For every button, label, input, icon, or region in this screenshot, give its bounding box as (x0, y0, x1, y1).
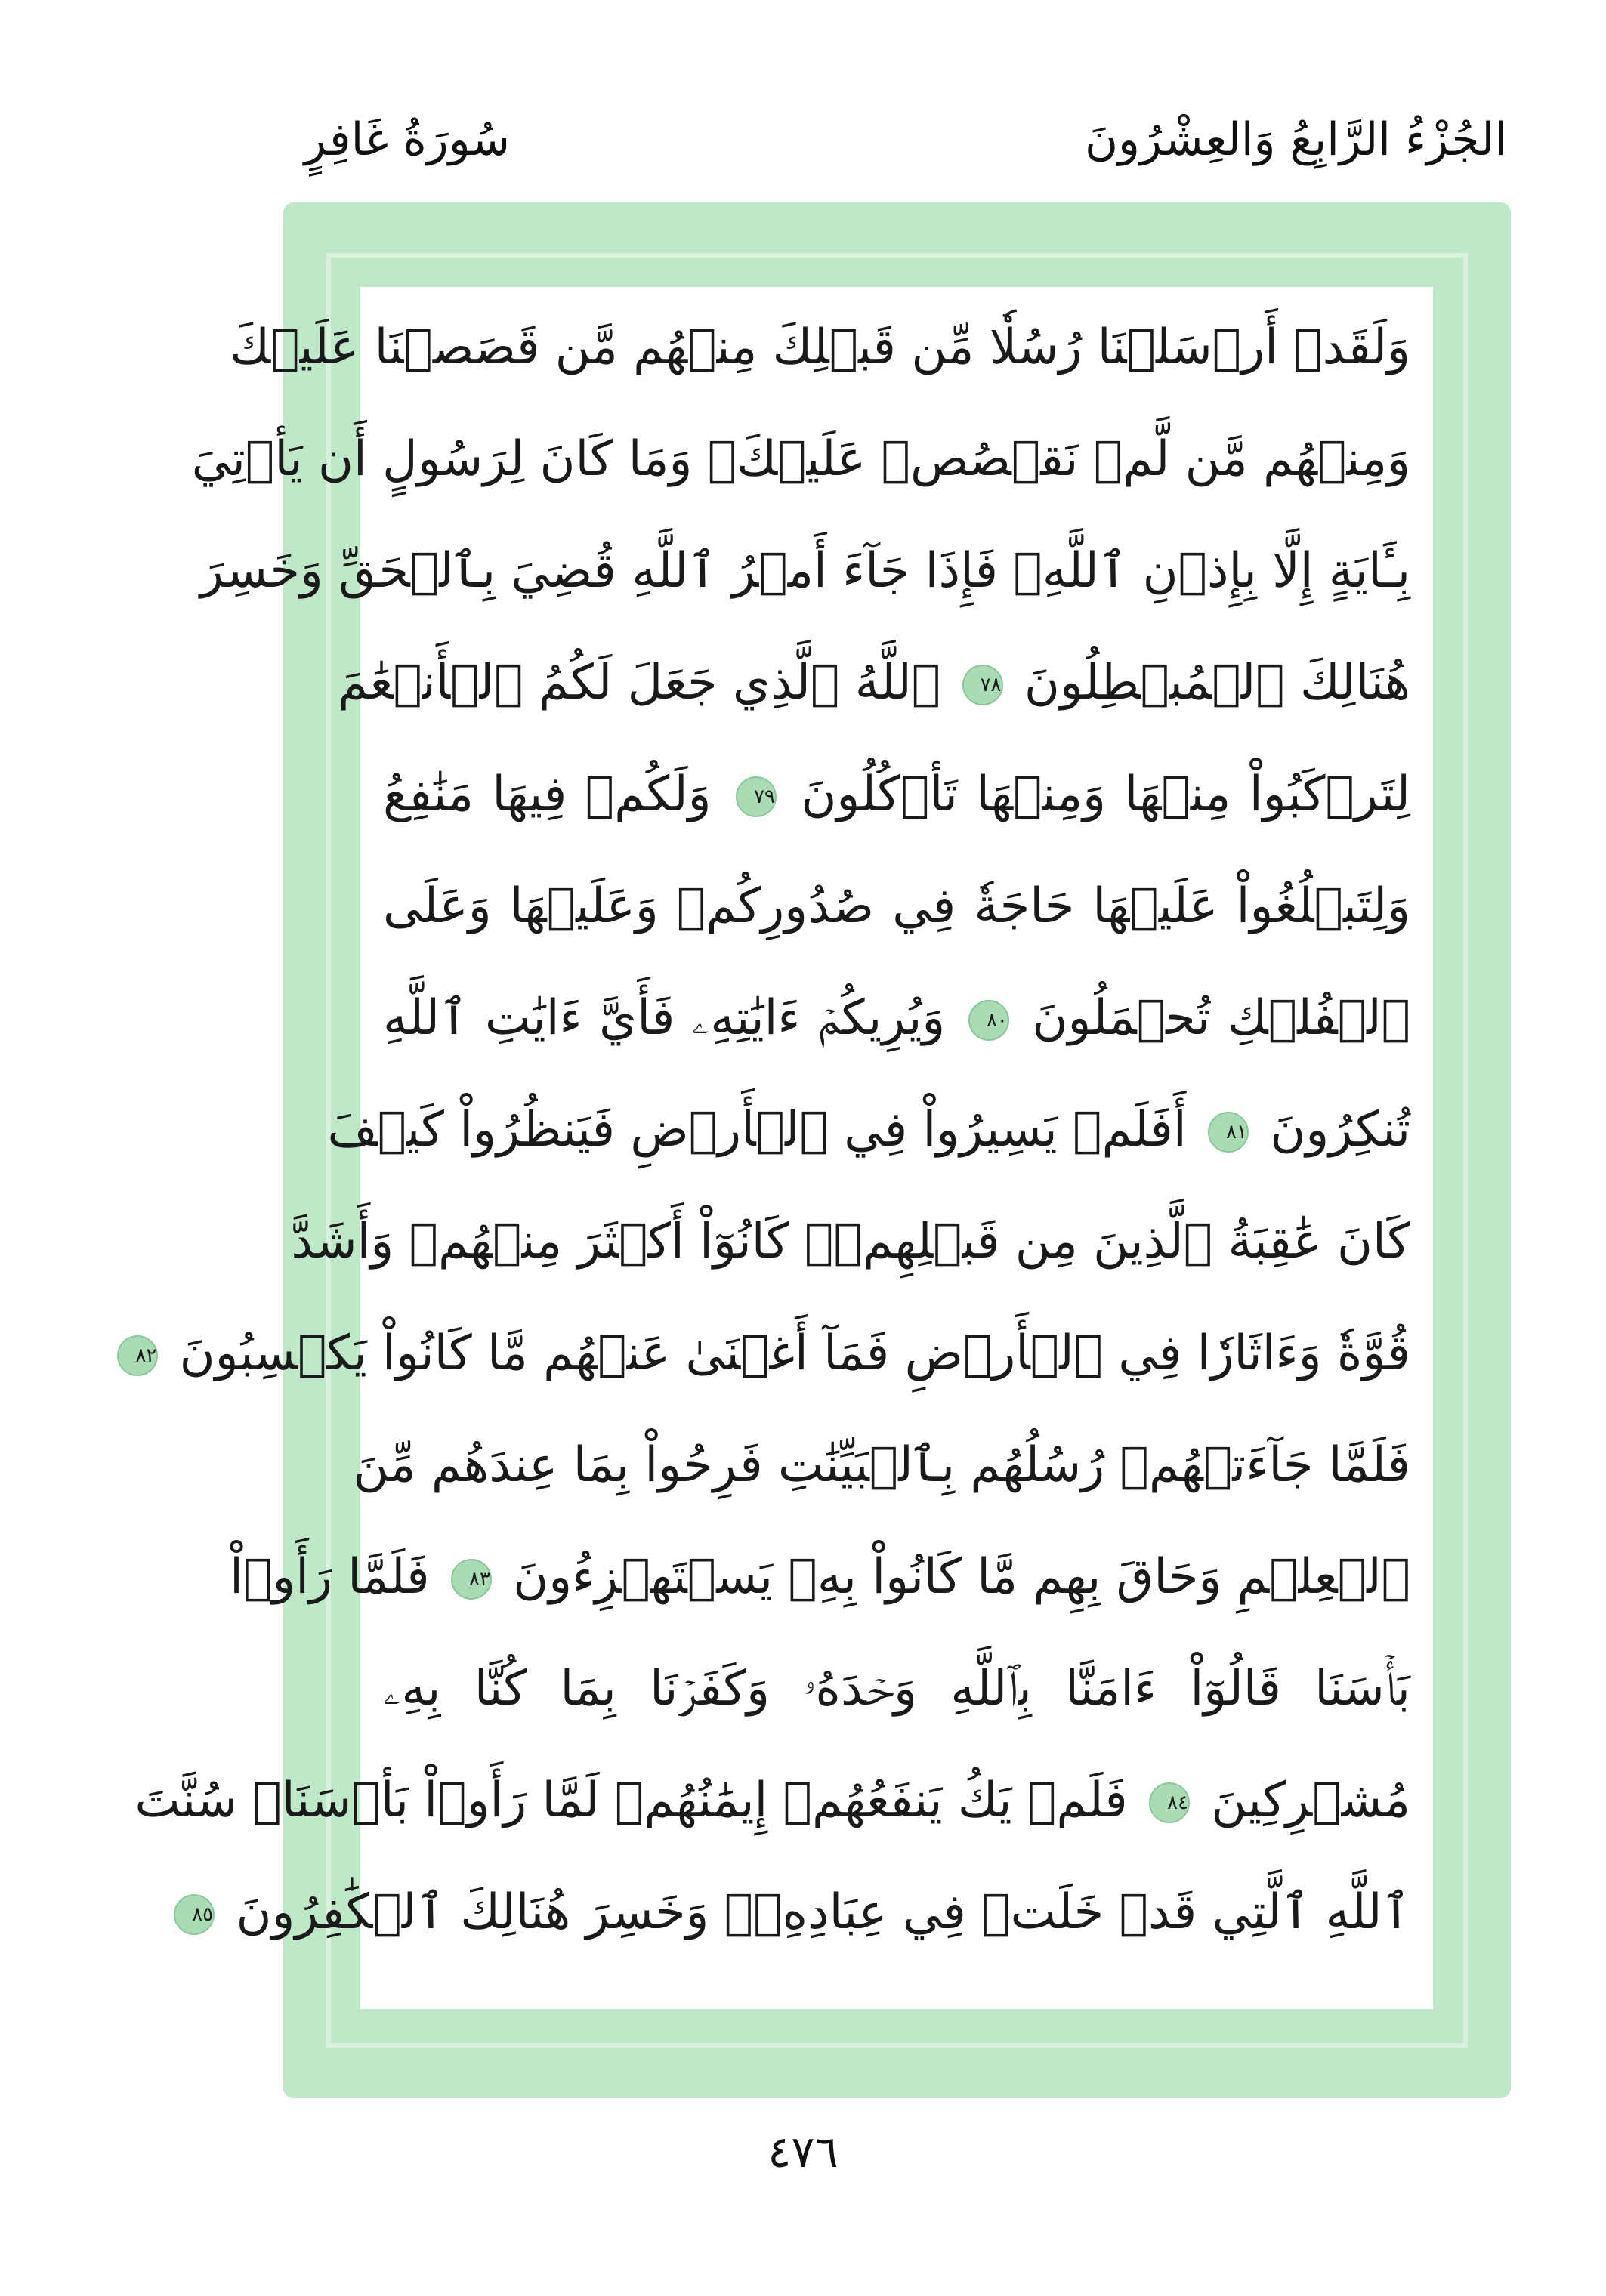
verse-text: وَمِنۡهُم مَّن لَّمۡ نَقۡصُصۡ عَلَيۡكَۗ وَمَا كَانَ لِرَسُولٍ أَن يَأۡتِيَ (191, 431, 1410, 487)
verse-text: قُوَّةٗ وَءَاثَارٗا فِي ٱلۡأَرۡضِ فَمَآ أَغۡنَىٰ عَنۡهُم مَّا كَانُواْ يَكۡسِبُونَ (179, 1325, 1410, 1381)
page-frame (134, 202, 1511, 2098)
verse-text: هُنَالِكَ ٱلۡمُبۡطِلُونَ (1024, 655, 1410, 711)
verse-line (230, 1524, 1410, 1630)
ayah-number-marker (736, 776, 777, 817)
verse-line (383, 965, 1410, 1071)
verse-text: وَلَقَدۡ أَرۡسَلۡنَا رُسُلٗا مِّن قَبۡلِكَ مِنۡهُم مَّن قَصَصۡنَا عَلَيۡكَ (230, 319, 1410, 375)
verse-text: وَلَكُمۡ فِيهَا مَنَٰفِعُ (383, 767, 712, 822)
verse-line (291, 1189, 1410, 1295)
verse-text: فَلَمۡ يَكُ يَنفَعُهُمۡ إِيمَٰنُهُمۡ لَمَّا رَأَوۡاْ بَأۡسَنَاۖ سُنَّتَ (134, 1773, 1128, 1828)
verse-line (199, 518, 1410, 624)
verse-text: بَأۡسَنَا قَالُوٓاْ ءَامَنَّا بِٱللَّهِ وَحۡدَهُۥ وَكَفَرۡنَا بِمَا كُنَّا بِهِۦ (383, 1661, 1410, 1717)
verse-line (383, 742, 1410, 847)
verse-text: فَلَمَّا رَأَوۡاْ (230, 1549, 430, 1605)
verse-text: ٱلۡفُلۡكِ تُحۡمَلُونَ (1032, 990, 1411, 1046)
verse-text: مُشۡرِكِينَ (1211, 1773, 1410, 1828)
page-number: ٤٧٦ (767, 2126, 839, 2177)
verse-line (337, 630, 1410, 736)
ayah-number: ٨٥ (192, 1903, 214, 1927)
ayah-number: ٨٤ (1167, 1791, 1189, 1815)
ayah-number: ٨١ (1226, 1121, 1247, 1144)
ayah-number-marker (1208, 1112, 1249, 1153)
verse-line (383, 853, 1410, 959)
verse-text: ٱللَّهِ ٱلَّتِي قَدۡ خَلَتۡ فِي عِبَادِهِۦۖ وَخَسِرَ هُنَالِكَ ٱلۡكَٰفِرُونَ (236, 1884, 1410, 1940)
verse-text: فَلَمَّا جَآءَتۡهُمۡ رُسُلُهُم بِٱلۡبَيِّنَٰتِ فَرِحُواْ بِمَا عِندَهُم مِّنَ (353, 1437, 1410, 1493)
verse-text: أَفَلَمۡ يَسِيرُواْ فِي ٱلۡأَرۡضِ فَيَنظُرُواْ كَيۡفَ (327, 1102, 1187, 1158)
verse-line (383, 1636, 1410, 1742)
ayah-number: ٧٩ (753, 785, 775, 809)
ayah-number-marker (1149, 1782, 1190, 1823)
ayah-number: ٨٠ (986, 1009, 1008, 1032)
verse-line (230, 295, 1410, 400)
ayah-number: ٨٢ (135, 1344, 157, 1368)
verse-text: ٱلۡعِلۡمِ وَحَاقَ بِهِم مَّا كَانُواْ بِهِۦ يَسۡتَهۡزِءُونَ (513, 1549, 1410, 1605)
verse-text: وَلِتَبۡلُغُواْ عَلَيۡهَا حَاجَةٗ فِي صُدُورِكُمۡ وَعَلَيۡهَا وَعَلَى (383, 878, 1410, 934)
verse-text: بِـَٔايَةٍ إِلَّا بِإِذۡنِ ٱللَّهِۚ فَإِذَا جَآءَ أَمۡرُ ٱللَّهِ قُضِيَ بِٱلۡحَقِّ وَخَسِرَ (199, 543, 1410, 599)
ayah-number: ٨٣ (468, 1568, 490, 1591)
verse-line (135, 1301, 1410, 1406)
verse-text: كَانَ عَٰقِبَةُ ٱلَّذِينَ مِن قَبۡلِهِمۡۚ كَانُوٓاْ أَكۡثَرَ مِنۡهُمۡ وَأَشَدَّ (291, 1214, 1410, 1270)
verse-line (192, 1859, 1410, 1965)
verse-line (191, 406, 1410, 512)
verse-text: لِتَرۡكَبُواْ مِنۡهَا وَمِنۡهَا تَأۡكُلُونَ (801, 767, 1411, 822)
ayah-number-marker (968, 1000, 1009, 1041)
ayah-number-marker (174, 1894, 215, 1935)
text-area (134, 287, 1433, 2009)
verse-text: وَيُرِيكُمۡ ءَايَٰتِهِۦ فَأَيَّ ءَايَٰتِ ٱللَّهِ (383, 990, 946, 1046)
ayah-number-marker (962, 665, 1003, 705)
verse-line (134, 1748, 1410, 1853)
ayah-number: ٧٨ (980, 674, 1002, 697)
verse-line (327, 1077, 1410, 1183)
ayah-number-marker (117, 1335, 158, 1376)
juz-title: الجُزْءُ الرَّابِعُ وَالعِشْرُونَ (1084, 113, 1507, 166)
verse-text: ٱللَّهُ ٱلَّذِي جَعَلَ لَكُمُ ٱلۡأَنۡعَٰمَ (337, 655, 941, 711)
verse-line (353, 1412, 1410, 1518)
ayah-number-marker (451, 1559, 492, 1600)
verse-text: تُنكِرُونَ (1270, 1102, 1410, 1158)
surah-title: سُورَةُ غَافِرٍ (304, 113, 510, 166)
